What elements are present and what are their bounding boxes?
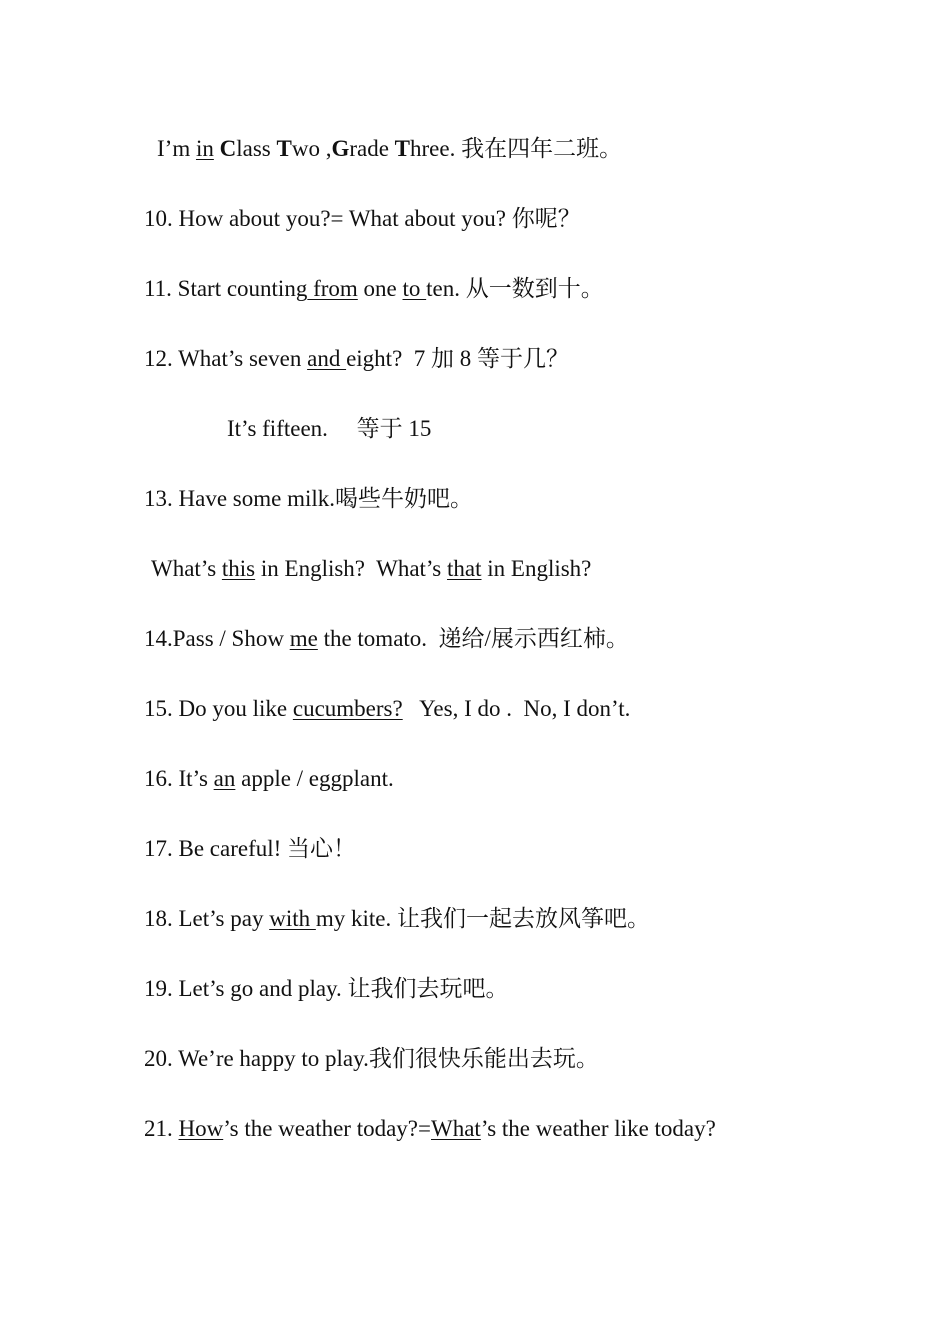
line-11 (144, 275, 604, 303)
text-segment: 13. Have some milk.喝些牛奶吧。 (144, 486, 473, 511)
line-class-grade (157, 135, 622, 163)
underlined-text: What (431, 1116, 481, 1141)
underlined-text: an (213, 766, 236, 791)
line-12 (144, 345, 569, 373)
text-segment: hree. 我在四年二班。 (410, 136, 623, 161)
text-segment: It’s fifteen. 等于 15 (227, 416, 432, 441)
underlined-text: cucumbers? (292, 696, 403, 721)
line-21 (144, 1115, 716, 1143)
text-segment: 20. We’re happy to play.我们很快乐能出去玩。 (144, 1046, 599, 1071)
text-segment: rade (349, 136, 395, 161)
text-segment: 21. (144, 1116, 179, 1141)
bold-text: C (219, 136, 237, 161)
text-segment: apple / eggplant. (235, 766, 394, 791)
line-english (151, 555, 591, 583)
text-segment: 17. Be careful! 当心！ (144, 836, 357, 861)
text-segment: Yes, I do . No, I don’t. (402, 696, 631, 721)
line-15 (144, 695, 630, 723)
text-segment: 16. It’s (144, 766, 214, 791)
underlined-text: with (269, 906, 316, 931)
underlined-text: from (307, 276, 358, 301)
underlined-text: in (195, 136, 214, 161)
underlined-text: How (178, 1116, 224, 1141)
text-segment: 14.Pass / Show (144, 626, 290, 651)
line-10 (144, 205, 581, 233)
underlined-text: me (289, 626, 318, 651)
text-segment: the tomato. 递给/展示西红柿。 (317, 626, 629, 651)
text-segment: 10. How about you?= What about you? 你呢？ (144, 206, 581, 231)
line-17 (144, 835, 356, 863)
text-segment: 18. Let’s pay (144, 906, 270, 931)
underlined-text: that (447, 556, 482, 581)
text-segment: ten. 从一数到十。 (426, 276, 604, 301)
line-20 (144, 1045, 599, 1073)
line-18 (144, 905, 650, 933)
line-14 (144, 625, 629, 653)
text-segment: in English? What’s (255, 556, 448, 581)
text-segment: wo , (291, 136, 332, 161)
bold-text: T (394, 136, 411, 161)
line-19 (144, 975, 509, 1003)
underlined-text: to (402, 276, 427, 301)
bold-text: T (276, 136, 292, 161)
text-segment: 19. Let’s go and play. 让我们去玩吧。 (144, 976, 509, 1001)
text-segment: my kite. 让我们一起去放风筝吧。 (315, 906, 650, 931)
underlined-text: this (221, 556, 256, 581)
line-16 (144, 765, 394, 793)
text-segment: one (357, 276, 403, 301)
line-12-answer (227, 415, 431, 443)
text-segment: 12. What’s seven (144, 346, 308, 371)
text-segment: 15. Do you like (144, 696, 293, 721)
underlined-text: and (307, 346, 347, 371)
text-segment: 11. Start counting (144, 276, 308, 301)
text-segment: I’m (157, 136, 196, 161)
line-13 (144, 485, 473, 513)
text-segment: ’s the weather today?= (223, 1116, 431, 1141)
bold-text: G (331, 136, 350, 161)
text-segment: lass (236, 136, 277, 161)
text-segment: in English? (481, 556, 592, 581)
text-segment: eight? 7 加 8 等于几？ (346, 346, 570, 371)
text-segment: What’s (151, 556, 222, 581)
text-segment: ’s the weather like today? (480, 1116, 716, 1141)
